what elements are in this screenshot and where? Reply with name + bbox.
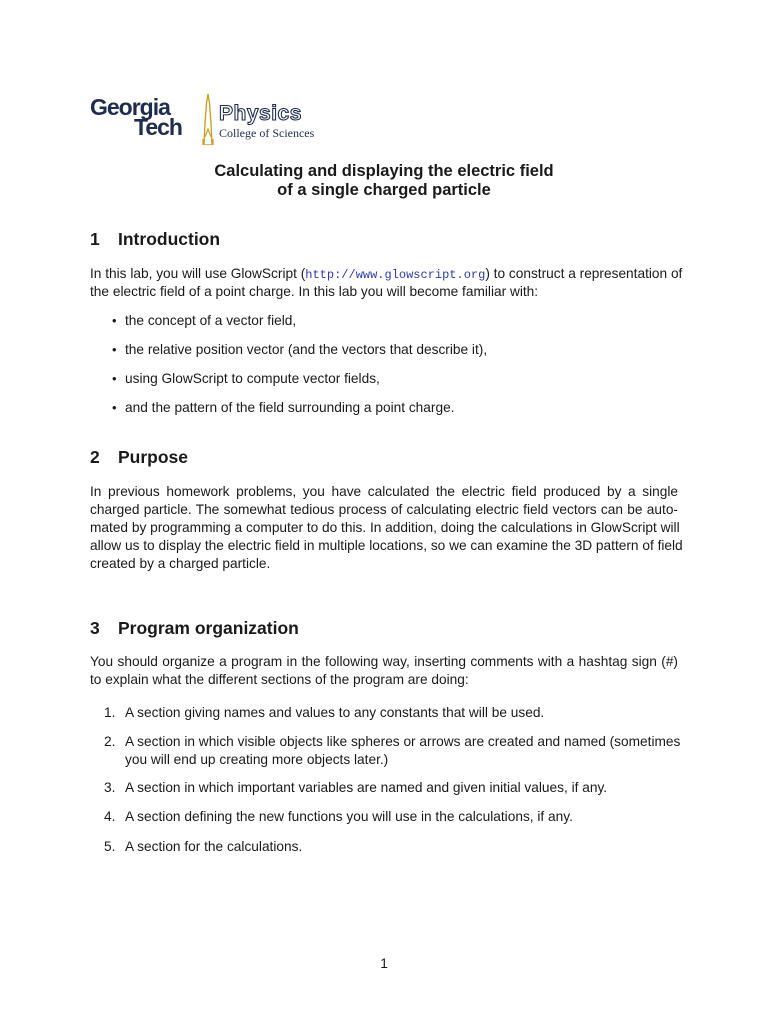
document-title-line-2: of a single charged particle (277, 181, 491, 199)
logo-tech-text: Tech (134, 114, 182, 140)
logo-georgia-text: Georgia (90, 94, 170, 120)
list-item-text: A section in which visible objects like spheres or arrows are created and named (sometimes (125, 734, 681, 749)
list-item-text: A section defining the new functions you will use in the calculations, if any. (125, 809, 573, 824)
paragraph-line: mated by programming a computer to do this. In addition, doing the calculations in GlowScript will (90, 520, 680, 535)
bullet-icon: • (112, 371, 117, 386)
paragraph-line: to explain what the different sections of the program are doing: (90, 672, 469, 687)
section-title: Introduction (118, 229, 221, 249)
section-heading-introduction (90, 228, 220, 250)
glowscript-url-link[interactable]: http://www.glowscript.org (305, 268, 486, 282)
paragraph-line: allow us to display the electric field in multiple locations, so we can examine the 3D pattern of field (90, 538, 683, 553)
bullet-icon: • (112, 400, 117, 415)
text-segment: ) to construct a representation of (485, 266, 683, 281)
paragraph-line (90, 265, 683, 283)
paragraph-line: In previous homework problems, you have calculated the electric field produced by a single (90, 484, 678, 499)
section-number: 2 (90, 447, 100, 467)
list-item-text: you will end up creating more objects later.) (125, 752, 389, 767)
list-number: 1. (104, 705, 116, 720)
section-title: Program organization (118, 618, 299, 638)
list-number: 2. (104, 734, 116, 749)
page-number: 1 (380, 956, 388, 971)
tech-tower-flame-icon (200, 93, 216, 145)
section-heading-purpose (90, 446, 188, 468)
list-item-text: and the pattern of the field surrounding a point charge. (125, 400, 455, 415)
list-number: 3. (104, 780, 116, 795)
list-item-text: the relative position vector (and the vectors that describe it), (125, 342, 488, 357)
text-segment: In this lab, you will use GlowScript ( (90, 266, 306, 281)
bullet-icon: • (112, 342, 117, 357)
logo-physics-text: Physics (219, 102, 302, 125)
purpose-paragraph (90, 483, 683, 573)
list-item-text: A section in which important variables are named and given initial values, if any. (125, 780, 608, 795)
paragraph-line: You should organize a program in the following way, inserting comments with a hashtag sign (#) (90, 654, 678, 669)
paragraph-line: charged particle. The somewhat tedious process of calculating electric field vectors can be auto- (90, 502, 678, 517)
introduction-paragraph (90, 265, 683, 301)
list-item-text: A section for the calculations. (125, 839, 303, 854)
paragraph-line: created by a charged particle. (90, 556, 271, 571)
paragraph-line: the electric field of a point charge. In this lab you will become familiar with: (90, 284, 539, 299)
bullet-icon: • (112, 313, 117, 328)
section-number: 1 (90, 229, 100, 249)
georgia-tech-physics-logo (90, 93, 330, 145)
section-number: 3 (90, 618, 100, 638)
document-title-line-1: Calculating and displaying the electric field (214, 162, 554, 180)
list-number: 5. (104, 839, 116, 854)
logo-college-text: College of Sciences (219, 126, 315, 140)
program-organization-paragraph (90, 653, 678, 689)
list-item-text: the concept of a vector field, (125, 313, 297, 328)
section-heading-program-organization (90, 617, 299, 639)
list-item-text: using GlowScript to compute vector fields, (125, 371, 380, 386)
list-number: 4. (104, 809, 116, 824)
list-item-text: A section giving names and values to any constants that will be used. (125, 705, 545, 720)
section-title: Purpose (118, 447, 189, 467)
